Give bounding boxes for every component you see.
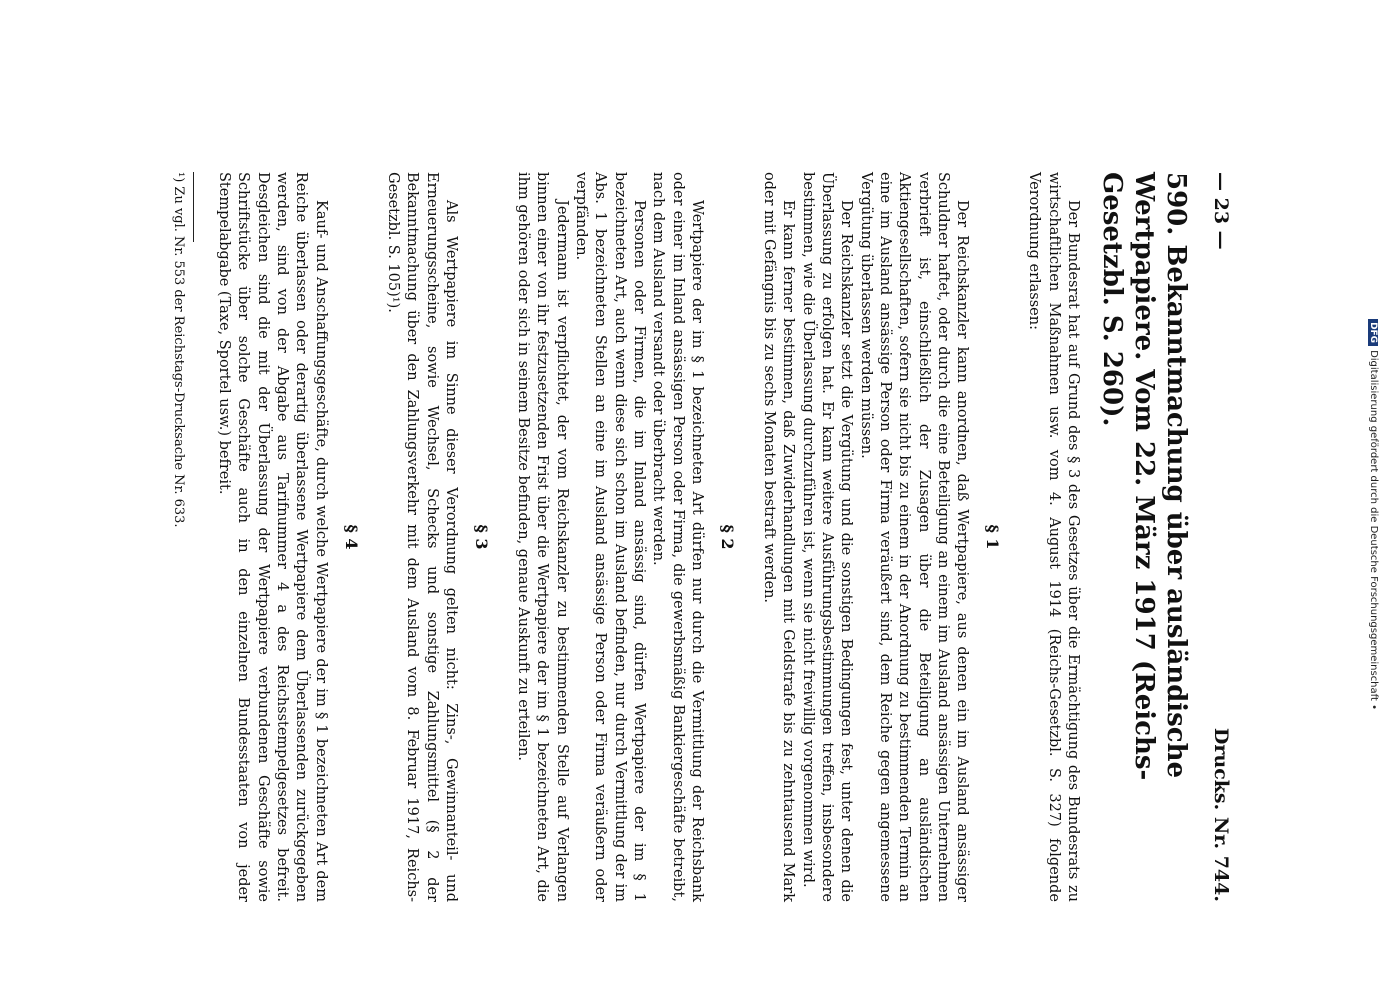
section-1-paragraph-1: Der Reichskanzler kann anordnen, daß Wertpapiere, aus denen ein im Ausland ansässiger Schuldner haftet, oder durch die eine Beteiligung an einem im Ausland ansässigen Unternehmen verbrieft ist, einschließlich der Zusagen über die Beteiligung an ausländischen Aktiengesellschaften, sofern sie nicht bis zu einem in der Anordnung zu bestimmenden Termin an eine im Ausland ansässige Person oder Firma veräußert sind, dem Reiche gegen angemessene Vergütung überlassen werden müssen. bbox=[857, 172, 971, 902]
section-3-paragraph-1: Als Wertpapiere im Sinne dieser Verordnung gelten nicht: Zins-, Gewinnanteil- und Erneuerungsscheine, sowie Wechsel, Schecks und sonstige Zahlungsmittel (§ 2 der Bekanntmachung über den Zahlungsverkehr mit dem Ausland vom 8. Februar 1917, Reichs-Gesetzbl. S. 105)¹). bbox=[384, 172, 459, 902]
section-heading-1: § 1 bbox=[983, 524, 1003, 550]
footnote: ¹) Zu vgl. Nr. 553 der Reichstags-Drucksache Nr. 633. bbox=[170, 172, 186, 528]
section-heading-4: § 4 bbox=[341, 524, 361, 550]
section-heading-3: § 3 bbox=[471, 524, 491, 550]
digitization-credit bbox=[1368, 10, 1379, 710]
section-1-paragraph-3: Er kann ferner bestimmen, daß Zuwiderhandlungen mit Geldstrafe bis zu zehntausend Mark oder mit Gefängnis bis zu sechs Monaten bestraft werden. bbox=[761, 172, 797, 902]
running-head bbox=[1210, 172, 1232, 902]
dfg-logo: DFG bbox=[1369, 319, 1379, 346]
document-title: 590. Bekanntmachung über ausländische Wertpapiere. Vom 22. März 1917 (Reichs-Gesetzbl. S. 260). bbox=[1097, 172, 1191, 781]
document-page bbox=[170, 172, 1232, 902]
footnote-divider bbox=[193, 172, 194, 242]
section-4-paragraph-1: Kauf- und Anschaffungsgeschäfte, durch welche Wertpapiere der im § 1 bezeichneten Art dem Reiche überlassen oder derartig überlassene Wertpapiere dem Überlassenden zurückgegeben werden, sind von der Abgabe aus Tarifnummer 4 a des Reichsstempelgesetzes befreit. Desgleichen sind die mit der Überlassung der Wertpapiere verbundenen Geschäfte sowie Schriftstücke über solche Geschäfte auch in den einzelnen Bundesstaaten von jeder Stempelabgabe (Taxe, Sportel usw.) befreit. bbox=[216, 172, 329, 902]
intro-paragraph: Der Bundesrat hat auf Grund des § 3 des Gesetzes über die Ermächtigung des Bundesrats zu wirtschaftlichen Maßnahmen usw. vom 4. August 1914 (Reichs-Gesetzbl. S. 327) folgende Verordnung erlassen: bbox=[1026, 172, 1081, 902]
section-2-paragraph-1: Wertpapiere der im § 1 bezeichneten Art dürfen nur durch die Vermittlung der Reichsbank oder einer im Inland ansässigen Person oder Firma, die gewerbsmäßig Bankiergeschäfte betreibt, nach dem Ausland versandt oder überbracht werden. bbox=[650, 172, 705, 902]
credit-text: Digitalisierung gefördert durch die Deutsche Forschungsgemeinschaft • bbox=[1368, 350, 1379, 710]
section-2-paragraph-3: Jedermann ist verpflichtet, der vom Reichskanzler zu bestimmenden Stelle auf Verlangen binnen einer von ihr festzusetzenden Frist über die Wertpapiere der im § 1 bezeichneten Art, die ihm gehören oder sich in seinem Besitze befinden, genaue Auskunft zu erteilen. bbox=[515, 172, 570, 902]
document-reference: Drucks. Nr. 744. bbox=[1210, 727, 1232, 902]
section-2-paragraph-2: Personen oder Firmen, die im Inland ansässig sind, dürfen Wertpapiere der im § 1 bezeichneten Art, auch wenn diese sich schon im Ausland befinden, nur durch Vermittlung der im Abs. 1 bezeichneten Stellen an eine im Ausland ansässige Person oder Firma veräußern oder verpfänden. bbox=[573, 172, 647, 902]
section-heading-2: § 2 bbox=[717, 524, 737, 550]
page-number: — 23 — bbox=[1210, 172, 1232, 250]
section-1-paragraph-2: Der Reichskanzler setzt die Vergütung und die sonstigen Bedingungen fest, unter denen die Überlassung zu erfolgen hat. Er kann weitere Ausführungsbestimmungen treffen, insbesondere bestimmen, wie die Überlassung durchzuführen ist, wenn sie nicht freiwillig vorgenommen wird. bbox=[799, 172, 855, 902]
